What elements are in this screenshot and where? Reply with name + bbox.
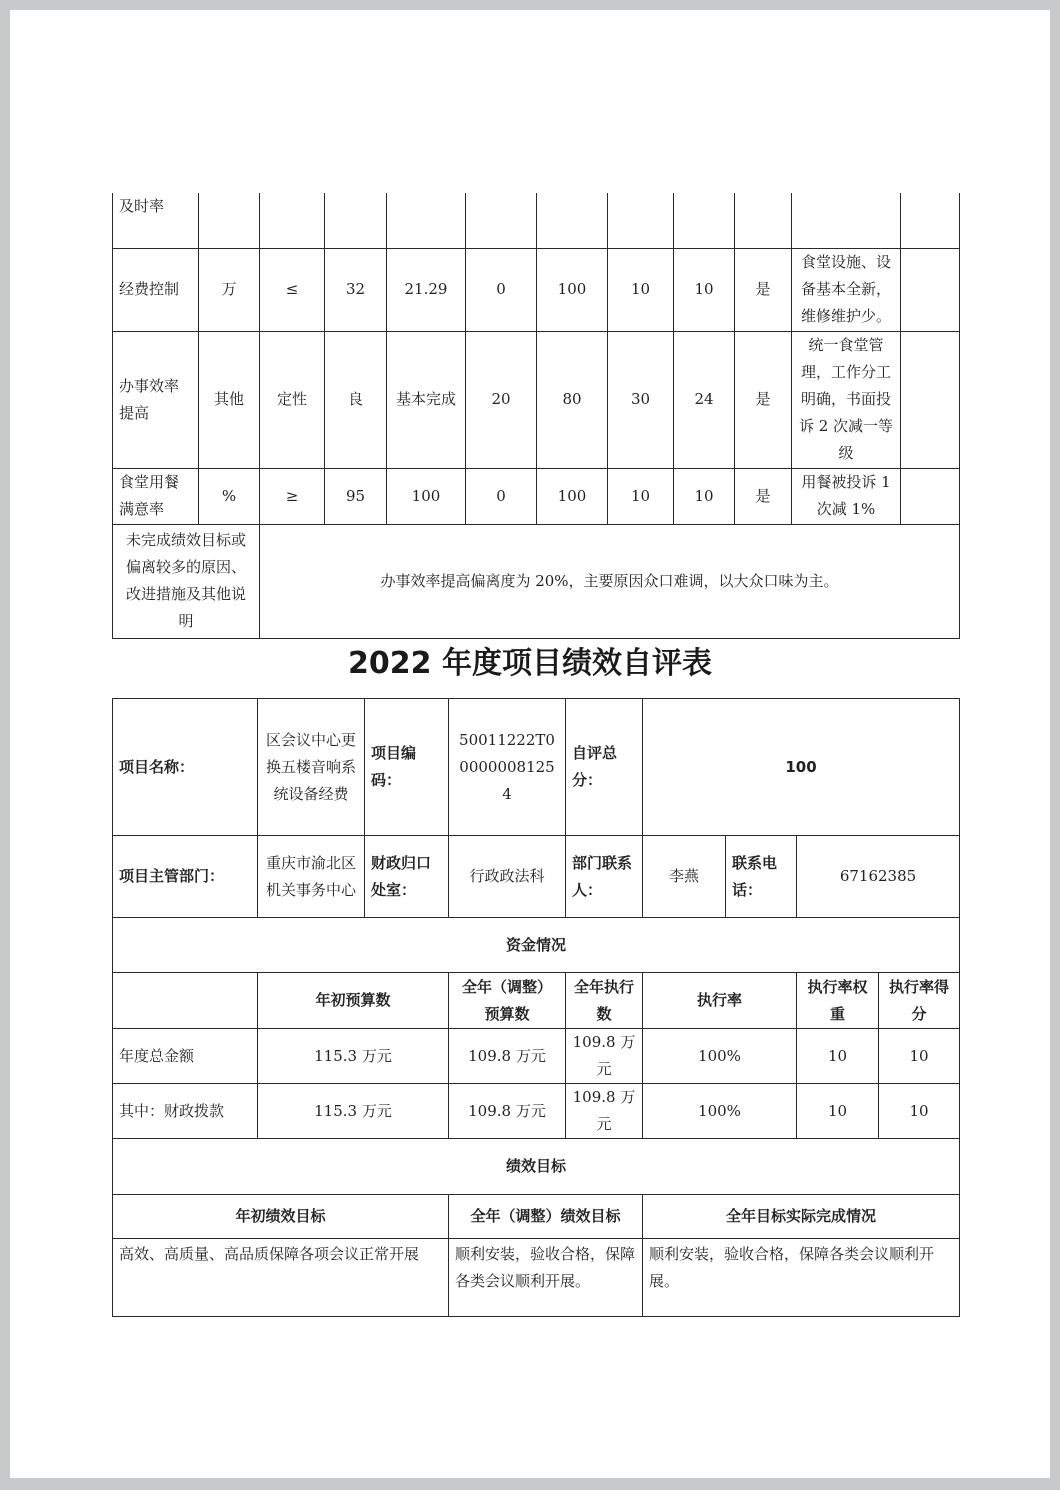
table-row	[113, 1139, 960, 1195]
table-row	[113, 1029, 960, 1084]
indicator-extra	[901, 468, 960, 524]
table-row	[113, 1084, 960, 1139]
indicator-done: 是	[735, 331, 792, 468]
self-score-label: 自评总分：	[566, 699, 643, 836]
indicator-rate: 100	[537, 468, 608, 524]
table-row	[113, 973, 960, 1029]
finance-office-value: 行政政法科	[449, 836, 566, 918]
indicator-operator: ≤	[260, 248, 325, 331]
goal-initial-text: 高效、高质量、高品质保障各项会议正常开展	[113, 1239, 449, 1317]
table-row	[113, 1195, 960, 1239]
funds-executed: 109.8 万元	[566, 1084, 643, 1139]
funds-score: 10	[879, 1029, 960, 1084]
indicator-unit: 万	[199, 248, 260, 331]
indicator-name: 经费控制	[113, 248, 199, 331]
indicator-score	[674, 193, 735, 248]
project-name-value: 区会议中心更换五楼音响系统设备经费	[258, 699, 365, 836]
indicator-target: 良	[325, 331, 387, 468]
funds-row-label: 其中：财政拨款	[113, 1084, 258, 1139]
indicator-operator: ≥	[260, 468, 325, 524]
phone-value: 67162385	[797, 836, 960, 918]
reason-label: 未完成绩效目标或偏离较多的原因、改进措施及其他说明	[113, 524, 260, 638]
indicator-target: 32	[325, 248, 387, 331]
goals-section-title: 绩效目标	[113, 1139, 960, 1195]
indicator-rate: 100	[537, 248, 608, 331]
indicator-operator: 定性	[260, 331, 325, 468]
table-row	[113, 1239, 960, 1317]
indicator-score: 10	[674, 468, 735, 524]
funds-weight: 10	[797, 1084, 879, 1139]
project-code-label: 项目编码：	[365, 699, 449, 836]
table-row	[113, 836, 960, 918]
indicator-done	[735, 193, 792, 248]
self-evaluation-form	[112, 698, 960, 1317]
funds-weight: 10	[797, 1029, 879, 1084]
indicator-actual: 100	[387, 468, 466, 524]
funds-header-rate: 执行率	[643, 973, 797, 1029]
indicator-deviation: 20	[466, 331, 537, 468]
indicator-note	[792, 193, 901, 248]
indicator-name: 食堂用餐满意率	[113, 468, 199, 524]
funds-row-label: 年度总金额	[113, 1029, 258, 1084]
indicator-rate	[537, 193, 608, 248]
form-title: 2022 年度项目绩效自评表	[348, 646, 712, 681]
indicator-target	[325, 193, 387, 248]
indicator-done: 是	[735, 248, 792, 331]
indicator-note: 用餐被投诉 1 次减 1%	[792, 468, 901, 524]
indicator-score: 10	[674, 248, 735, 331]
project-name-label: 项目名称：	[113, 699, 258, 836]
table-row	[113, 524, 960, 638]
table-row	[113, 193, 960, 248]
goals-header-adjusted: 全年（调整）绩效目标	[449, 1195, 643, 1239]
funds-executed: 109.8 万元	[566, 1029, 643, 1084]
indicator-weight: 30	[608, 331, 674, 468]
phone-label: 联系电话：	[726, 836, 797, 918]
indicator-extra	[901, 193, 960, 248]
funds-header-weight: 执行率权重	[797, 973, 879, 1029]
indicator-operator	[260, 193, 325, 248]
goals-header-initial: 年初绩效目标	[113, 1195, 449, 1239]
indicator-deviation	[466, 193, 537, 248]
funds-rate: 100%	[643, 1084, 797, 1139]
department-label: 项目主管部门：	[113, 836, 258, 918]
table-row	[113, 918, 960, 973]
indicator-name: 及时率	[113, 193, 199, 248]
funds-adjusted: 109.8 万元	[449, 1084, 566, 1139]
indicator-actual: 21.29	[387, 248, 466, 331]
department-value: 重庆市渝北区机关事务中心	[258, 836, 365, 918]
indicator-deviation: 0	[466, 468, 537, 524]
table-row	[113, 699, 960, 836]
funds-section-title: 资金情况	[113, 918, 960, 973]
document-page	[10, 10, 1050, 1478]
indicator-extra	[901, 248, 960, 331]
goal-adjusted-text: 顺利安装，验收合格，保障各类会议顺利开展。	[449, 1239, 643, 1317]
funds-header-blank	[113, 973, 258, 1029]
indicator-done: 是	[735, 468, 792, 524]
funds-header-executed: 全年执行数	[566, 973, 643, 1029]
funds-header-score: 执行率得分	[879, 973, 960, 1029]
table-row	[113, 248, 960, 331]
indicator-unit: 其他	[199, 331, 260, 468]
contact-value: 李燕	[643, 836, 726, 918]
indicator-unit: %	[199, 468, 260, 524]
funds-adjusted: 109.8 万元	[449, 1029, 566, 1084]
indicator-weight	[608, 193, 674, 248]
indicator-weight: 10	[608, 468, 674, 524]
indicator-deviation: 0	[466, 248, 537, 331]
project-code-value: 50011222T000000081254	[449, 699, 566, 836]
indicator-weight: 10	[608, 248, 674, 331]
funds-rate: 100%	[643, 1029, 797, 1084]
indicator-target: 95	[325, 468, 387, 524]
funds-initial: 115.3 万元	[258, 1029, 449, 1084]
table-row	[113, 331, 960, 468]
indicator-score: 24	[674, 331, 735, 468]
funds-header-initial: 年初预算数	[258, 973, 449, 1029]
funds-score: 10	[879, 1084, 960, 1139]
indicator-extra	[901, 331, 960, 468]
performance-indicator-table	[112, 193, 960, 639]
funds-header-adjusted: 全年（调整）预算数	[449, 973, 566, 1029]
self-score-value: 100	[643, 699, 960, 836]
indicator-note: 统一食堂管理，工作分工明确，书面投诉 2 次减一等级	[792, 331, 901, 468]
goal-actual-text: 顺利安装，验收合格，保障各类会议顺利开展。	[643, 1239, 960, 1317]
table-row	[113, 468, 960, 524]
indicator-actual	[387, 193, 466, 248]
indicator-name: 办事效率提高	[113, 331, 199, 468]
indicator-unit	[199, 193, 260, 248]
contact-label: 部门联系人：	[566, 836, 643, 918]
indicator-note: 食堂设施、设备基本全新，维修维护少。	[792, 248, 901, 331]
indicator-rate: 80	[537, 331, 608, 468]
reason-text: 办事效率提高偏离度为 20%，主要原因众口难调，以大众口味为主。	[260, 524, 960, 638]
funds-initial: 115.3 万元	[258, 1084, 449, 1139]
indicator-actual: 基本完成	[387, 331, 466, 468]
finance-office-label: 财政归口处室：	[365, 836, 449, 918]
goals-header-actual: 全年目标实际完成情况	[643, 1195, 960, 1239]
